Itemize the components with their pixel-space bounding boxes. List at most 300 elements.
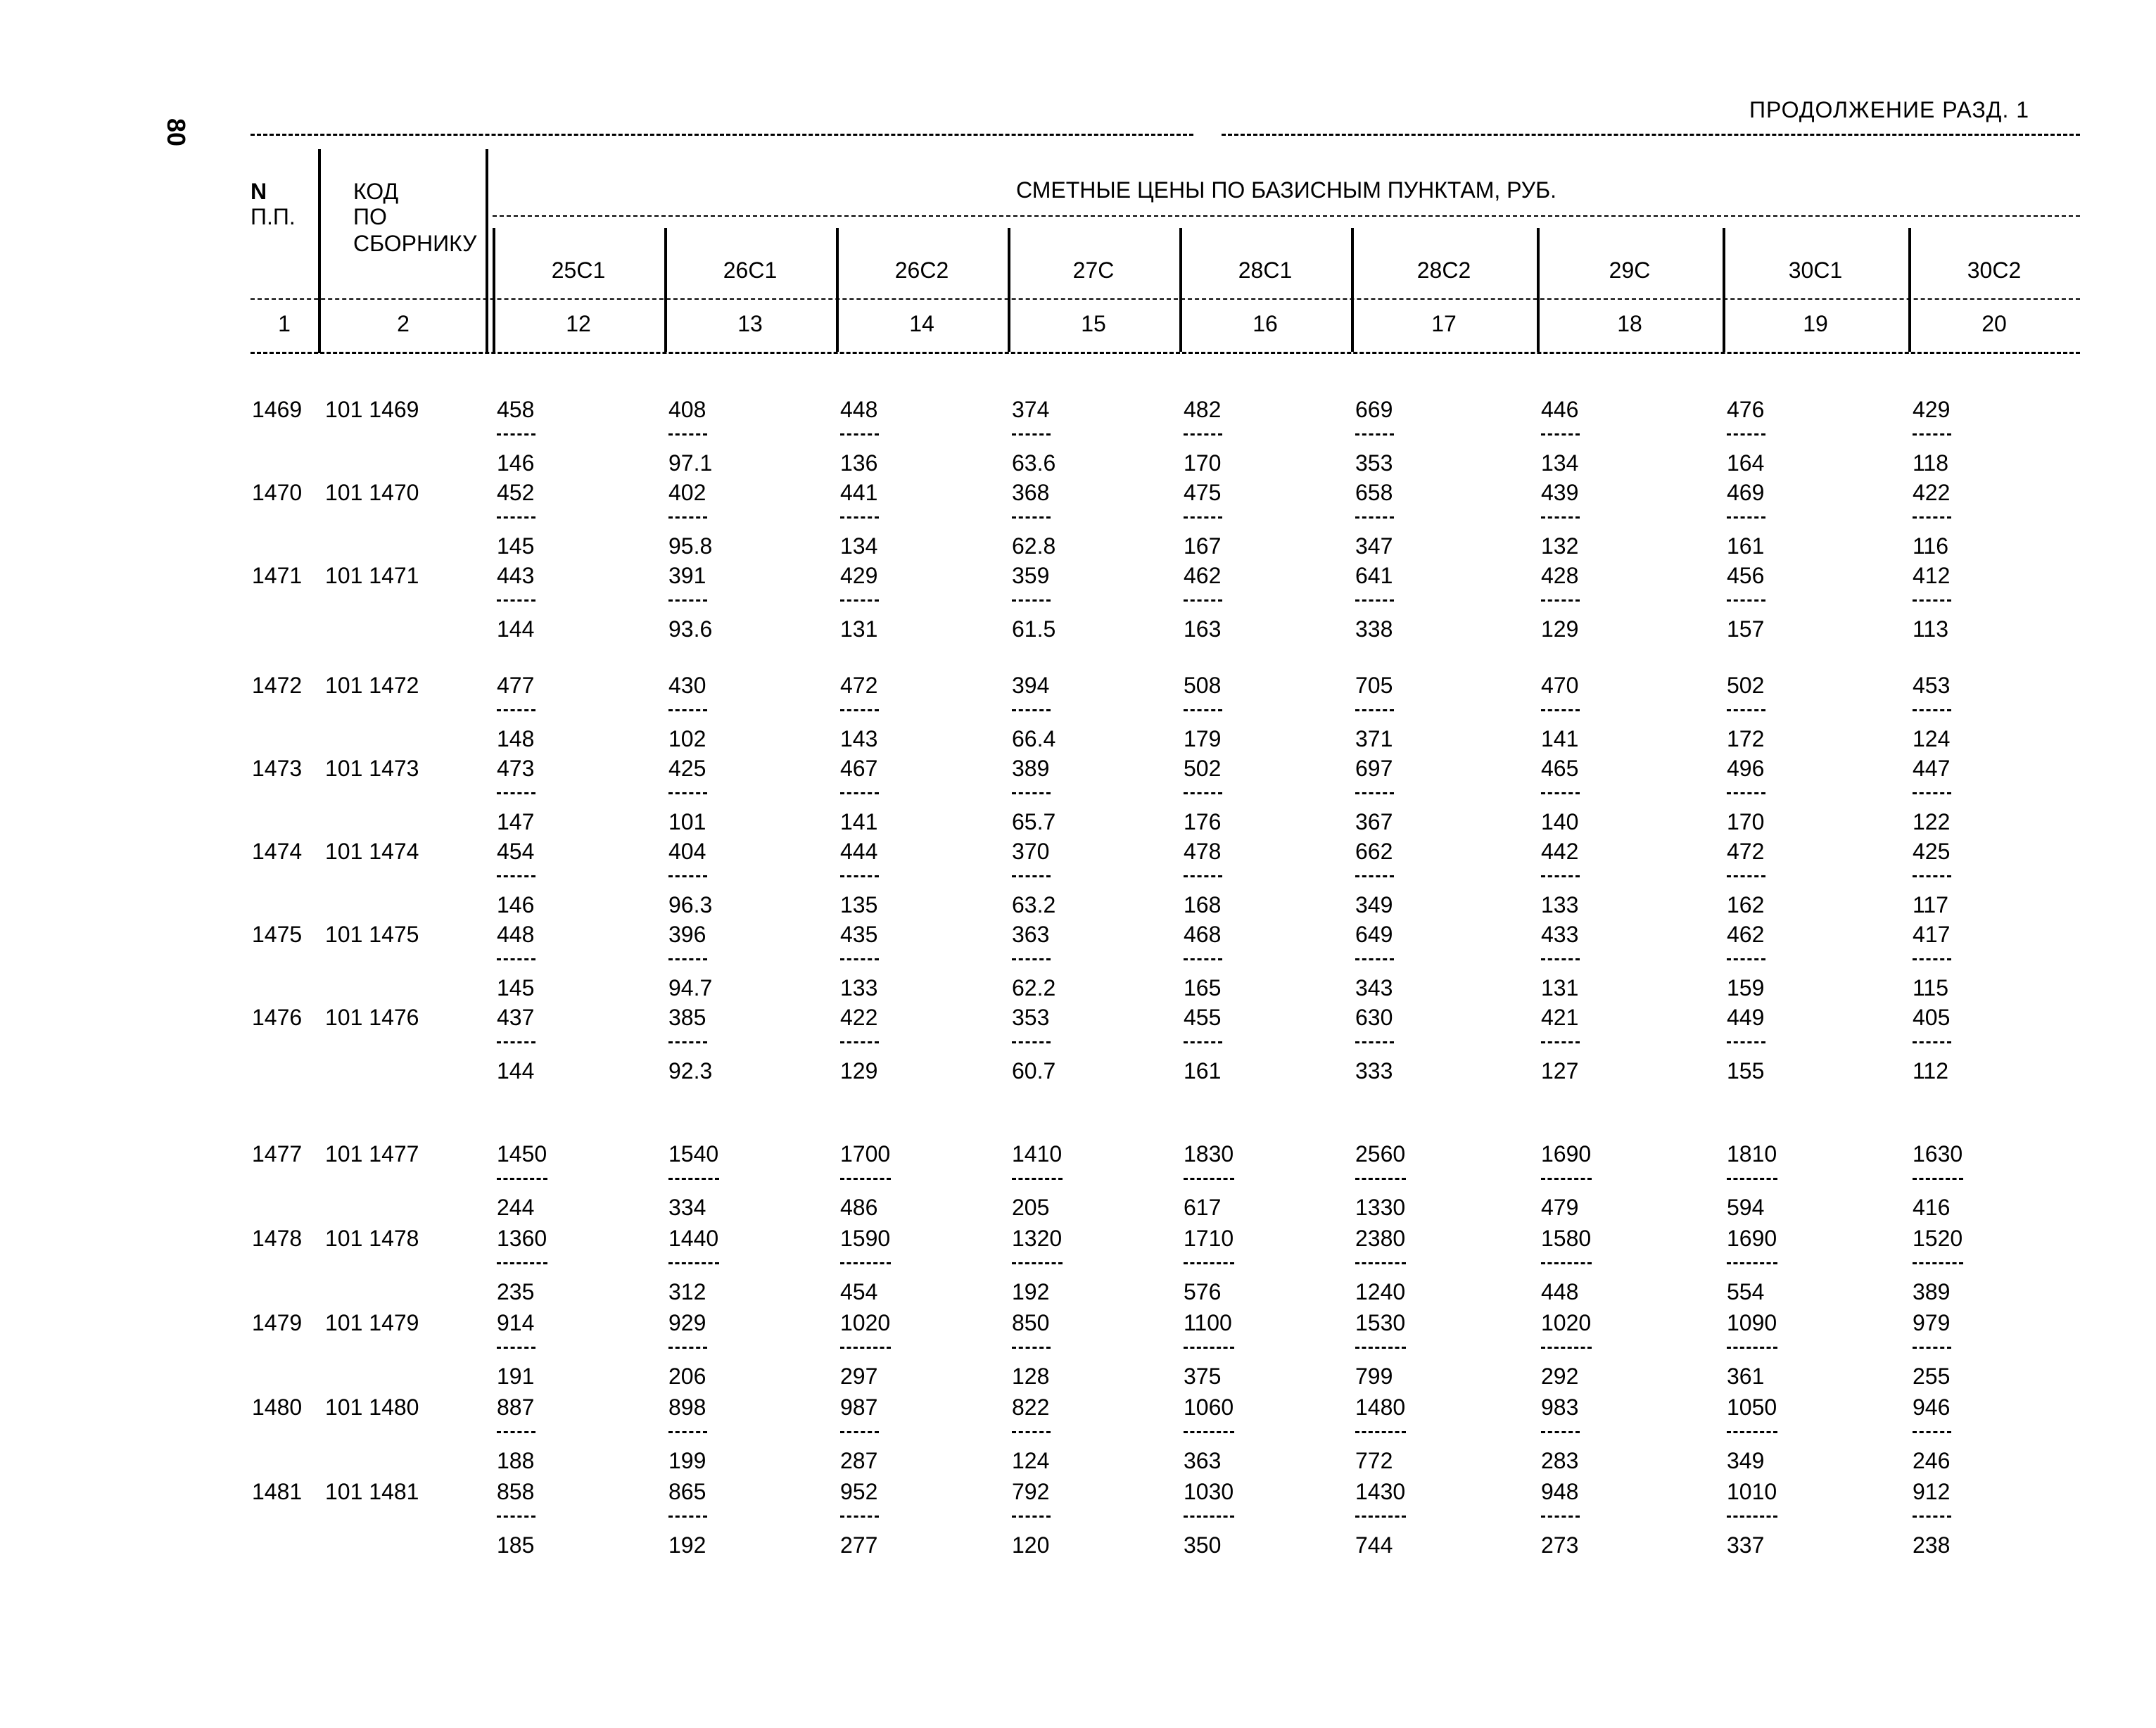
price-value: 1520 bbox=[1913, 1226, 1963, 1251]
fraction-bar bbox=[1727, 709, 1765, 711]
price-value-secondary: 454 bbox=[840, 1279, 878, 1304]
price-value: 437 bbox=[497, 1005, 535, 1030]
price-value-secondary: 273 bbox=[1541, 1532, 1579, 1558]
price-value: 1690 bbox=[1541, 1141, 1592, 1167]
row-code: 101 1471 bbox=[325, 563, 419, 588]
price-value: 705 bbox=[1355, 673, 1393, 698]
price-value-secondary: 389 bbox=[1913, 1279, 1951, 1304]
price-value-secondary: 238 bbox=[1913, 1532, 1951, 1558]
price-value: 697 bbox=[1355, 756, 1393, 781]
price-value-secondary: 179 bbox=[1184, 726, 1222, 751]
subcol-header: 28С1 bbox=[1238, 258, 1293, 283]
price-value: 1050 bbox=[1727, 1395, 1777, 1420]
price-value-secondary: 144 bbox=[497, 1058, 535, 1084]
fraction-bar bbox=[1727, 433, 1765, 436]
price-value: 465 bbox=[1541, 756, 1579, 781]
price-value-secondary: 113 bbox=[1913, 616, 1949, 642]
fraction-bar bbox=[1541, 599, 1580, 602]
fraction-bar bbox=[1727, 1041, 1765, 1043]
fraction-bar bbox=[1355, 792, 1394, 794]
col-n-line2: П.П. bbox=[251, 204, 296, 229]
price-value-secondary: 192 bbox=[668, 1532, 706, 1558]
price-value-secondary: 367 bbox=[1355, 809, 1393, 834]
fraction-bar bbox=[1727, 1347, 1777, 1349]
price-group-title: СМЕТНЫЕ ЦЕНЫ ПО БАЗИСНЫМ ПУНКТАМ, РУБ. bbox=[1016, 177, 1556, 203]
fraction-bar bbox=[840, 875, 879, 877]
column-number: 14 bbox=[909, 311, 934, 336]
fraction-bar bbox=[497, 875, 535, 877]
price-value: 449 bbox=[1727, 1005, 1765, 1030]
price-value-secondary: 479 bbox=[1541, 1195, 1579, 1220]
col-code-line3: СБОРНИКУ bbox=[353, 231, 477, 256]
price-value-secondary: 134 bbox=[840, 533, 878, 559]
fraction-bar bbox=[1184, 1041, 1222, 1043]
row-code: 101 1474 bbox=[325, 839, 419, 864]
price-value-secondary: 147 bbox=[497, 809, 535, 834]
fraction-bar bbox=[1913, 792, 1951, 794]
price-value-secondary: 144 bbox=[497, 616, 535, 642]
price-value: 912 bbox=[1913, 1479, 1951, 1504]
price-value-secondary: 185 bbox=[497, 1532, 535, 1558]
price-value-secondary: 334 bbox=[668, 1195, 706, 1220]
price-value: 822 bbox=[1012, 1395, 1050, 1420]
fraction-bar bbox=[840, 1178, 891, 1180]
column-number: 19 bbox=[1803, 311, 1828, 336]
fraction-bar bbox=[1184, 875, 1222, 877]
price-value: 446 bbox=[1541, 397, 1579, 422]
fraction-bar bbox=[1913, 1178, 1963, 1180]
fraction-bar bbox=[1541, 709, 1580, 711]
column-number: 12 bbox=[566, 311, 591, 336]
fraction-bar bbox=[1355, 709, 1394, 711]
fraction-bar bbox=[1012, 1431, 1051, 1433]
price-value-secondary: 131 bbox=[1541, 975, 1579, 1000]
price-value-secondary: 162 bbox=[1727, 892, 1765, 917]
fraction-bar bbox=[1012, 1516, 1051, 1518]
price-value-secondary: 617 bbox=[1184, 1195, 1222, 1220]
column-number: 17 bbox=[1431, 311, 1457, 336]
price-value: 887 bbox=[497, 1395, 535, 1420]
fraction-bar bbox=[1541, 1262, 1592, 1264]
price-value-secondary: 61.5 bbox=[1012, 616, 1056, 642]
price-value-secondary: 338 bbox=[1355, 616, 1393, 642]
fraction-bar bbox=[668, 1041, 707, 1043]
price-value-secondary: 287 bbox=[840, 1448, 878, 1473]
price-value: 502 bbox=[1727, 673, 1765, 698]
price-value: 1020 bbox=[1541, 1310, 1592, 1335]
price-value: 467 bbox=[840, 756, 878, 781]
row-number: 1471 bbox=[252, 563, 303, 588]
subcol-header: 30С1 bbox=[1788, 258, 1843, 283]
price-value-secondary: 133 bbox=[1541, 892, 1579, 917]
fraction-bar bbox=[1727, 792, 1765, 794]
price-value-secondary: 486 bbox=[840, 1195, 878, 1220]
price-value-secondary: 145 bbox=[497, 975, 535, 1000]
fraction-bar bbox=[668, 1431, 707, 1433]
row-number: 1469 bbox=[252, 397, 303, 422]
price-value: 433 bbox=[1541, 922, 1579, 947]
fraction-bar bbox=[1913, 1041, 1951, 1043]
price-value: 914 bbox=[497, 1310, 535, 1335]
fraction-bar bbox=[1012, 1262, 1063, 1264]
fraction-bar bbox=[1184, 1516, 1234, 1518]
fraction-bar bbox=[1355, 433, 1394, 436]
fraction-bar bbox=[1913, 1347, 1951, 1349]
price-value: 1830 bbox=[1184, 1141, 1234, 1167]
price-value: 792 bbox=[1012, 1479, 1050, 1504]
price-value: 435 bbox=[840, 922, 878, 947]
fraction-bar bbox=[1184, 599, 1222, 602]
price-value: 447 bbox=[1913, 756, 1951, 781]
price-value: 458 bbox=[497, 397, 535, 422]
price-value: 359 bbox=[1012, 563, 1050, 588]
fraction-bar bbox=[1355, 599, 1394, 602]
row-code: 101 1470 bbox=[325, 480, 419, 505]
price-value: 1700 bbox=[840, 1141, 891, 1167]
price-value: 368 bbox=[1012, 480, 1050, 505]
fraction-bar bbox=[1184, 1431, 1234, 1433]
price-value: 662 bbox=[1355, 839, 1393, 864]
price-value: 389 bbox=[1012, 756, 1050, 781]
fraction-bar bbox=[497, 516, 535, 519]
price-value-secondary: 199 bbox=[668, 1448, 706, 1473]
price-value-secondary: 133 bbox=[840, 975, 878, 1000]
price-value-secondary: 164 bbox=[1727, 450, 1765, 476]
price-value: 455 bbox=[1184, 1005, 1222, 1030]
fraction-bar bbox=[1727, 1516, 1777, 1518]
price-value: 443 bbox=[497, 563, 535, 588]
price-value: 472 bbox=[840, 673, 878, 698]
fraction-bar bbox=[840, 1431, 879, 1433]
subcol-header: 26С2 bbox=[894, 258, 949, 283]
fraction-bar bbox=[497, 433, 535, 436]
fraction-bar bbox=[1012, 1178, 1063, 1180]
price-value: 478 bbox=[1184, 839, 1222, 864]
price-value-secondary: 62.2 bbox=[1012, 975, 1056, 1000]
price-value-secondary: 117 bbox=[1913, 892, 1949, 917]
fraction-bar bbox=[1012, 792, 1051, 794]
price-value-secondary: 112 bbox=[1913, 1058, 1949, 1084]
fraction-bar bbox=[668, 1262, 719, 1264]
price-value: 476 bbox=[1727, 397, 1765, 422]
fraction-bar bbox=[1913, 1262, 1963, 1264]
row-code: 101 1480 bbox=[325, 1395, 419, 1420]
price-value-secondary: 146 bbox=[497, 892, 535, 917]
subcol-header: 27С bbox=[1072, 258, 1115, 283]
price-value: 462 bbox=[1727, 922, 1765, 947]
price-value: 850 bbox=[1012, 1310, 1050, 1335]
fraction-bar bbox=[668, 599, 707, 602]
row-number: 1474 bbox=[252, 839, 303, 864]
price-value: 421 bbox=[1541, 1005, 1579, 1030]
price-value: 428 bbox=[1541, 563, 1579, 588]
row-number: 1472 bbox=[252, 673, 303, 698]
fraction-bar bbox=[1012, 599, 1051, 602]
price-value: 353 bbox=[1012, 1005, 1050, 1030]
fraction-bar bbox=[1355, 1041, 1394, 1043]
fraction-bar bbox=[840, 1347, 891, 1349]
fraction-bar bbox=[1184, 1262, 1234, 1264]
fraction-bar bbox=[1727, 1178, 1777, 1180]
fraction-bar bbox=[497, 709, 535, 711]
fraction-bar bbox=[1913, 433, 1951, 436]
price-value-secondary: 188 bbox=[497, 1448, 535, 1473]
price-value-secondary: 235 bbox=[497, 1279, 535, 1304]
price-value-secondary: 129 bbox=[1541, 616, 1579, 642]
fraction-bar bbox=[1355, 1178, 1406, 1180]
price-value: 422 bbox=[840, 1005, 878, 1030]
price-value-secondary: 246 bbox=[1913, 1448, 1951, 1473]
price-value: 452 bbox=[497, 480, 535, 505]
fraction-bar bbox=[1913, 1516, 1951, 1518]
price-value: 1540 bbox=[668, 1141, 719, 1167]
price-value: 448 bbox=[497, 922, 535, 947]
price-value: 1810 bbox=[1727, 1141, 1777, 1167]
price-value-secondary: 744 bbox=[1355, 1532, 1393, 1558]
top-rule-left bbox=[251, 134, 1193, 136]
fraction-bar bbox=[1184, 516, 1222, 519]
price-value: 417 bbox=[1913, 922, 1951, 947]
price-value: 405 bbox=[1913, 1005, 1951, 1030]
price-value: 408 bbox=[668, 397, 706, 422]
price-value-secondary: 163 bbox=[1184, 616, 1222, 642]
fraction-bar bbox=[1541, 875, 1580, 877]
price-value: 473 bbox=[497, 756, 535, 781]
price-value-secondary: 60.7 bbox=[1012, 1058, 1056, 1084]
price-value: 952 bbox=[840, 1479, 878, 1504]
price-value: 1440 bbox=[668, 1226, 719, 1251]
row-number: 1470 bbox=[252, 480, 303, 505]
fraction-bar bbox=[1541, 792, 1580, 794]
price-value: 472 bbox=[1727, 839, 1765, 864]
fraction-bar bbox=[1184, 958, 1222, 960]
fraction-bar bbox=[1012, 433, 1051, 436]
price-value: 2560 bbox=[1355, 1141, 1406, 1167]
price-value-secondary: 1330 bbox=[1355, 1195, 1406, 1220]
top-rule-right bbox=[1222, 134, 2080, 136]
price-value-secondary: 347 bbox=[1355, 533, 1393, 559]
fraction-bar bbox=[1355, 875, 1394, 877]
price-value-secondary: 124 bbox=[1012, 1448, 1050, 1473]
price-value-secondary: 102 bbox=[668, 726, 706, 751]
fraction-bar bbox=[497, 792, 535, 794]
price-value: 669 bbox=[1355, 397, 1393, 422]
fraction-bar bbox=[1012, 1347, 1051, 1349]
price-value: 468 bbox=[1184, 922, 1222, 947]
row-number: 1479 bbox=[252, 1310, 303, 1335]
header-bottom-rule bbox=[251, 352, 2080, 354]
price-value-secondary: 292 bbox=[1541, 1364, 1579, 1389]
price-value: 429 bbox=[840, 563, 878, 588]
price-value-secondary: 155 bbox=[1727, 1058, 1765, 1084]
price-value-secondary: 161 bbox=[1184, 1058, 1222, 1084]
column-number: 13 bbox=[737, 311, 763, 336]
price-value-secondary: 135 bbox=[840, 892, 878, 917]
fraction-bar bbox=[1913, 599, 1951, 602]
price-value: 508 bbox=[1184, 673, 1222, 698]
price-value: 374 bbox=[1012, 397, 1050, 422]
price-value-secondary: 343 bbox=[1355, 975, 1393, 1000]
fraction-bar bbox=[497, 1431, 535, 1433]
fraction-bar bbox=[1541, 1516, 1580, 1518]
page-number: 80 bbox=[162, 118, 191, 147]
hdr-vline-2 bbox=[486, 149, 488, 353]
fraction-bar bbox=[668, 516, 707, 519]
price-value: 402 bbox=[668, 480, 706, 505]
fraction-bar bbox=[497, 1041, 535, 1043]
fraction-bar bbox=[1355, 516, 1394, 519]
price-value-secondary: 148 bbox=[497, 726, 535, 751]
price-value: 1320 bbox=[1012, 1226, 1063, 1251]
price-value: 946 bbox=[1913, 1395, 1951, 1420]
price-value-secondary: 124 bbox=[1913, 726, 1951, 751]
fraction-bar bbox=[840, 599, 879, 602]
price-value: 1060 bbox=[1184, 1395, 1234, 1420]
price-value: 1020 bbox=[840, 1310, 891, 1335]
row-number: 1478 bbox=[252, 1226, 303, 1251]
price-value: 1530 bbox=[1355, 1310, 1406, 1335]
price-value: 1090 bbox=[1727, 1310, 1777, 1335]
price-value: 394 bbox=[1012, 673, 1050, 698]
price-value: 1100 bbox=[1184, 1310, 1232, 1335]
price-value: 1360 bbox=[497, 1226, 547, 1251]
price-value: 385 bbox=[668, 1005, 706, 1030]
col-n-line1: N bbox=[251, 179, 267, 204]
price-value: 412 bbox=[1913, 563, 1951, 588]
price-value-secondary: 101 bbox=[668, 809, 706, 834]
price-value-secondary: 97.1 bbox=[668, 450, 713, 476]
price-value: 404 bbox=[668, 839, 706, 864]
fraction-bar bbox=[668, 433, 707, 436]
price-value: 456 bbox=[1727, 563, 1765, 588]
price-value: 439 bbox=[1541, 480, 1579, 505]
row-code: 101 1475 bbox=[325, 922, 419, 947]
price-value: 858 bbox=[497, 1479, 535, 1504]
fraction-bar bbox=[1355, 1347, 1406, 1349]
column-number: 18 bbox=[1617, 311, 1642, 336]
price-value-secondary: 206 bbox=[668, 1364, 706, 1389]
price-value-secondary: 159 bbox=[1727, 975, 1765, 1000]
price-value-secondary: 118 bbox=[1913, 450, 1949, 476]
row-code: 101 1478 bbox=[325, 1226, 419, 1251]
fraction-bar bbox=[1727, 875, 1765, 877]
fraction-bar bbox=[668, 792, 707, 794]
price-value: 1690 bbox=[1727, 1226, 1777, 1251]
fraction-bar bbox=[1355, 1262, 1406, 1264]
price-value-secondary: 116 bbox=[1913, 533, 1949, 559]
price-value: 649 bbox=[1355, 922, 1393, 947]
price-value-secondary: 170 bbox=[1727, 809, 1765, 834]
price-value: 1590 bbox=[840, 1226, 891, 1251]
price-value: 2380 bbox=[1355, 1226, 1406, 1251]
fraction-bar bbox=[1727, 958, 1765, 960]
price-value-secondary: 337 bbox=[1727, 1532, 1765, 1558]
row-code: 101 1479 bbox=[325, 1310, 419, 1335]
header-divider bbox=[251, 298, 2080, 300]
fraction-bar bbox=[497, 1178, 547, 1180]
price-value: 1450 bbox=[497, 1141, 547, 1167]
price-value-secondary: 277 bbox=[840, 1532, 878, 1558]
price-value: 469 bbox=[1727, 480, 1765, 505]
price-value-secondary: 161 bbox=[1727, 533, 1765, 559]
fraction-bar bbox=[840, 1262, 891, 1264]
price-value-secondary: 283 bbox=[1541, 1448, 1579, 1473]
price-value-secondary: 167 bbox=[1184, 533, 1222, 559]
price-value: 475 bbox=[1184, 480, 1222, 505]
price-value: 363 bbox=[1012, 922, 1050, 947]
fraction-bar bbox=[1012, 1041, 1051, 1043]
price-value-secondary: 146 bbox=[497, 450, 535, 476]
fraction-bar bbox=[497, 1516, 535, 1518]
fraction-bar bbox=[1913, 875, 1951, 877]
fraction-bar bbox=[668, 1516, 707, 1518]
column-number: 20 bbox=[1981, 311, 2007, 336]
price-value-secondary: 363 bbox=[1184, 1448, 1222, 1473]
column-number: 1 bbox=[278, 311, 291, 336]
price-value: 477 bbox=[497, 673, 535, 698]
price-value: 496 bbox=[1727, 756, 1765, 781]
fraction-bar bbox=[497, 958, 535, 960]
fraction-bar bbox=[1913, 1431, 1951, 1433]
fraction-bar bbox=[840, 1516, 879, 1518]
column-number: 2 bbox=[397, 311, 410, 336]
price-value-secondary: 134 bbox=[1541, 450, 1579, 476]
fraction-bar bbox=[1913, 958, 1951, 960]
price-value-secondary: 136 bbox=[840, 450, 878, 476]
price-value-secondary: 244 bbox=[497, 1195, 535, 1220]
price-value: 948 bbox=[1541, 1479, 1579, 1504]
price-value-secondary: 95.8 bbox=[668, 533, 713, 559]
price-value-secondary: 122 bbox=[1913, 809, 1951, 834]
price-value: 1410 bbox=[1012, 1141, 1063, 1167]
fraction-bar bbox=[1184, 433, 1222, 436]
price-value-secondary: 115 bbox=[1913, 975, 1949, 1000]
price-value-secondary: 554 bbox=[1727, 1279, 1765, 1304]
price-value: 1030 bbox=[1184, 1479, 1234, 1504]
price-value-secondary: 205 bbox=[1012, 1195, 1050, 1220]
price-value-secondary: 66.4 bbox=[1012, 726, 1056, 751]
price-value: 441 bbox=[840, 480, 878, 505]
fraction-bar bbox=[1541, 1347, 1592, 1349]
price-value-secondary: 96.3 bbox=[668, 892, 713, 917]
fraction-bar bbox=[1727, 1262, 1777, 1264]
fraction-bar bbox=[668, 709, 707, 711]
price-value-secondary: 297 bbox=[840, 1364, 878, 1389]
price-value: 641 bbox=[1355, 563, 1393, 588]
fraction-bar bbox=[668, 875, 707, 877]
price-value-secondary: 93.6 bbox=[668, 616, 713, 642]
price-value: 1010 bbox=[1727, 1479, 1777, 1504]
price-value-secondary: 799 bbox=[1355, 1364, 1393, 1389]
price-value-secondary: 353 bbox=[1355, 450, 1393, 476]
price-value-secondary: 63.2 bbox=[1012, 892, 1056, 917]
price-value-secondary: 594 bbox=[1727, 1195, 1765, 1220]
fraction-bar bbox=[1913, 709, 1951, 711]
price-value-secondary: 312 bbox=[668, 1279, 706, 1304]
fraction-bar bbox=[1355, 958, 1394, 960]
price-value: 422 bbox=[1913, 480, 1951, 505]
fraction-bar bbox=[1184, 709, 1222, 711]
price-value-secondary: 191 bbox=[497, 1364, 535, 1389]
fraction-bar bbox=[1541, 516, 1580, 519]
price-value-secondary: 255 bbox=[1913, 1364, 1951, 1389]
price-value: 1480 bbox=[1355, 1395, 1406, 1420]
price-value: 658 bbox=[1355, 480, 1393, 505]
fraction-bar bbox=[1541, 1431, 1580, 1433]
row-code: 101 1469 bbox=[325, 397, 419, 422]
price-value-secondary: 350 bbox=[1184, 1532, 1222, 1558]
fraction-bar bbox=[668, 1178, 719, 1180]
